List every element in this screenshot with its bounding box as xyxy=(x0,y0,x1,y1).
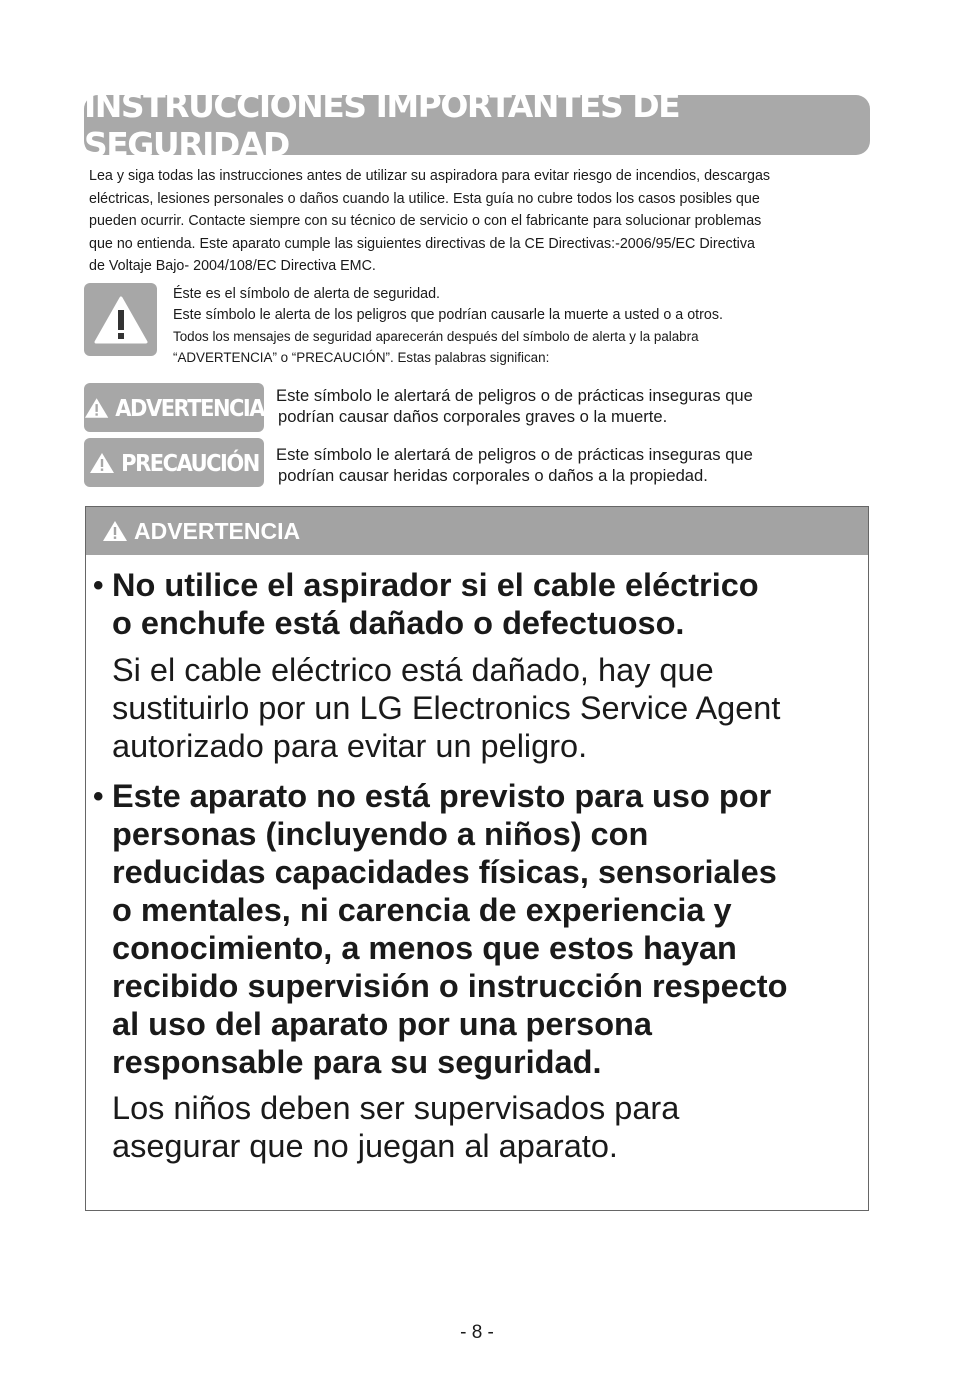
warning-triangle-icon xyxy=(84,397,109,419)
alert-symbol-description xyxy=(173,284,873,368)
text-line: Si el cable eléctrico está dañado, hay que xyxy=(112,652,714,688)
bold-line: personas (incluyendo a niños) con xyxy=(112,816,649,852)
advertencia-badge-label: ADVERTENCIA xyxy=(115,394,264,421)
intro-line: Lea y siga todas las instrucciones antes de utilizar su aspiradora para evitar riesgo de incendios, descargas xyxy=(89,168,771,184)
alert-line: “ADVERTENCIA” o “PRECAUCIÓN”. Estas palabras significan: xyxy=(173,350,550,365)
advertencia-description xyxy=(276,385,866,427)
text-line: Los niños deben ser supervisados para xyxy=(112,1090,680,1126)
bold-line: al uso del aparato por una persona xyxy=(112,1006,652,1042)
section-title-bar xyxy=(84,86,870,164)
advertencia-line: Este símbolo le alertará de peligros o de prácticas inseguras que xyxy=(276,386,753,405)
bold-line: responsable para su seguridad. xyxy=(112,1044,602,1080)
warning-item-text xyxy=(112,651,780,765)
alert-line: Este símbolo le alerta de los peligros que podrían causarle la muerte a usted o a otros. xyxy=(173,307,723,323)
bold-line: conocimiento, a menos que estos hayan xyxy=(112,930,737,966)
bold-line: reducidas capacidades físicas, sensoriales xyxy=(112,854,777,890)
precaucion-line: podrían causar heridas corporales o daños a la propiedad. xyxy=(278,466,708,485)
warning-triangle-icon xyxy=(89,452,115,474)
bullet: • xyxy=(93,780,104,813)
warning-item-bold xyxy=(112,566,759,642)
bold-line: o enchufe está dañado o defectuoso. xyxy=(112,605,685,641)
precaucion-badge-label: PRECAUCIÓN xyxy=(121,449,259,476)
intro-line: de Voltaje Bajo- 2004/108/EC Directiva EMC. xyxy=(89,258,376,274)
exclamation-triangle-icon xyxy=(93,295,149,345)
page-number: - 8 - xyxy=(460,1322,494,1343)
advertencia-line: podrían causar daños corporales graves o la muerte. xyxy=(278,407,668,426)
intro-line: que no entienda. Este aparato cumple las siguientes directivas de la CE Directivas:-2006/95/EC Directiva xyxy=(89,235,755,252)
advertencia-badge xyxy=(84,383,264,432)
text-line: asegurar que no juegan al aparato. xyxy=(112,1128,618,1164)
intro-line: pueden ocurrir. Contacte siempre con su técnico de servicio o con el fabricante para solucionar problemas xyxy=(89,213,762,229)
bold-line: Este aparato no está previsto para uso por xyxy=(112,778,772,814)
bold-line: No utilice el aspirador si el cable eléctrico xyxy=(112,567,759,603)
warning-box xyxy=(85,506,869,1211)
precaucion-line: Este símbolo le alertará de peligros o de prácticas inseguras que xyxy=(276,445,753,464)
intro-line: eléctricas, lesiones personales o daños cuando la utilice. Esta guía no cubre todos los casos posibles que xyxy=(89,190,760,207)
alert-line: Éste es el símbolo de alerta de seguridad. xyxy=(173,286,441,302)
text-line: autorizado para evitar un peligro. xyxy=(112,728,588,764)
precaucion-description xyxy=(276,444,866,486)
warning-header-label: ADVERTENCIA xyxy=(134,517,301,544)
intro-paragraph xyxy=(89,165,864,278)
warning-triangle-icon xyxy=(102,520,128,542)
warning-item-text xyxy=(112,1089,679,1165)
bold-line: recibido supervisión o instrucción respecto xyxy=(112,968,788,1004)
warning-item-bold xyxy=(112,777,787,1081)
bold-line: o mentales, ni carencia de experiencia y xyxy=(112,892,732,928)
bullet: • xyxy=(93,569,104,602)
text-line: sustituirlo por un LG Electronics Service Agent xyxy=(112,690,781,726)
precaucion-badge xyxy=(84,438,264,487)
warning-header xyxy=(86,507,868,555)
alert-line: Todos los mensajes de seguridad aparecerán después del símbolo de alerta y la palabra xyxy=(173,329,699,344)
page-title: INSTRUCCIONES IMPORTANTES DE SEGURIDAD xyxy=(84,86,680,164)
alert-symbol-box xyxy=(84,283,157,356)
